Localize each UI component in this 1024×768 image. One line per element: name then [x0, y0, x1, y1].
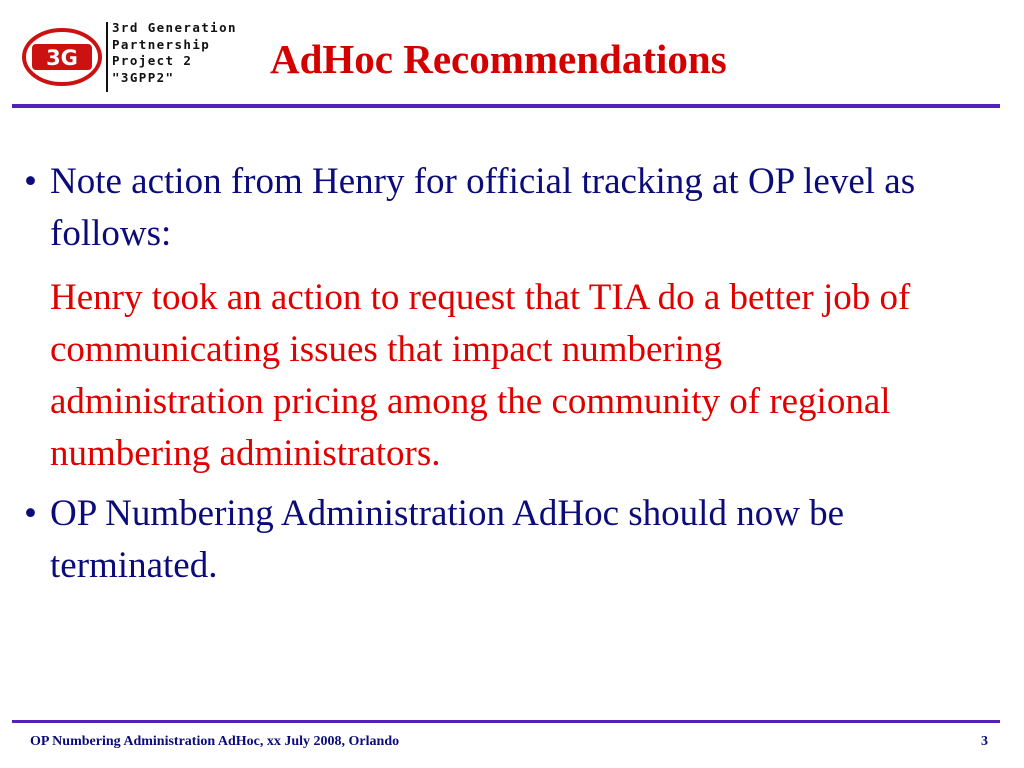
header-rule: [12, 104, 1000, 108]
slide-title: AdHoc Recommendations: [270, 36, 727, 82]
action-note: Henry took an action to request that TIA do a better job of communicating issues that impact numbering administration pricing among the community of regional numbering administrators.: [50, 277, 911, 474]
logo-line-1: 3rd Generation: [112, 20, 237, 35]
bullet-item-2: [24, 488, 924, 592]
footer-text: OP Numbering Administration AdHoc, xx July 2008, Orlando: [30, 734, 400, 749]
logo-text: [112, 20, 237, 86]
footer-rule: [12, 720, 1000, 723]
slide-body: [24, 156, 924, 592]
logo-divider: [106, 22, 108, 92]
page-number: 3: [981, 734, 988, 749]
logo-badge-text: 3G: [46, 46, 78, 70]
bullet-marker: •: [24, 161, 37, 202]
logo-line-2: Partnership: [112, 36, 211, 52]
bullet-text: OP Numbering Administration AdHoc should now be terminated.: [50, 493, 845, 586]
bullet-text: Note action from Henry for official tracking at OP level as follows:: [50, 161, 916, 254]
logo-line-4: "3GPP2": [112, 69, 175, 85]
3g-badge-icon: [22, 28, 102, 86]
3gpp2-logo: [16, 16, 246, 92]
logo-line-3: Project 2: [112, 53, 193, 68]
bullet-marker: •: [24, 493, 37, 534]
bullet-item-1: [24, 156, 924, 260]
